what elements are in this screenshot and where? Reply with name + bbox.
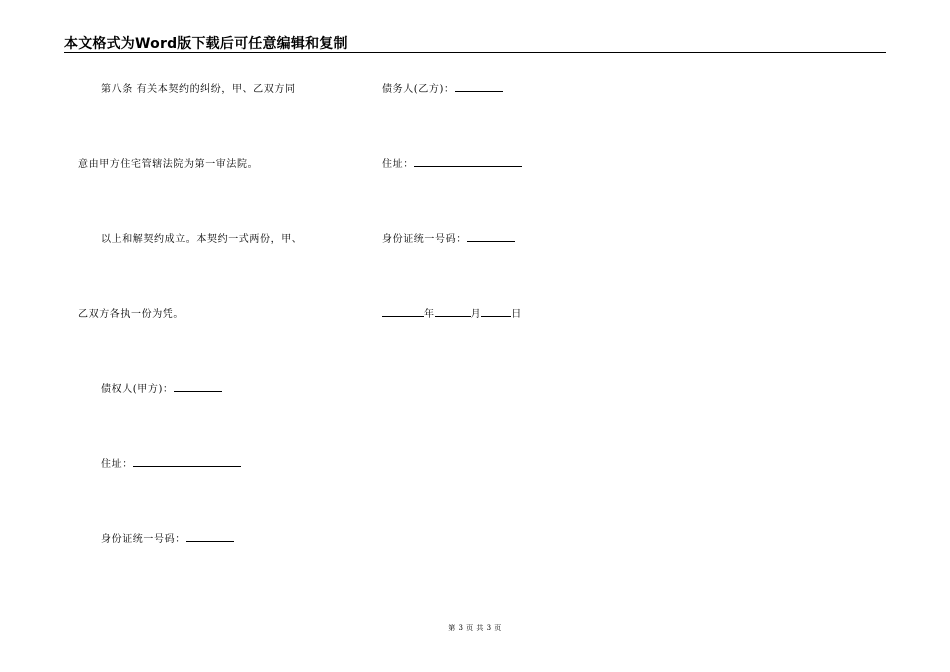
debtor-label: 债务人(乙方)： <box>382 84 455 95</box>
creditor-label: 债权人(甲方)： <box>101 384 174 395</box>
debtor-field <box>382 80 503 95</box>
article8-line1: 第八条 有关本契约的纠纷，甲、乙双方同 <box>101 84 296 95</box>
debtor-address-blank <box>414 157 522 167</box>
date-field <box>382 305 522 320</box>
debtor-id-label: 身份证统一号码： <box>382 234 467 245</box>
closing-line2: 乙双方各执一份为凭。 <box>78 309 184 320</box>
creditor-address-label: 住址： <box>101 459 133 470</box>
article8-line2: 意由甲方住宅管辖法院为第一审法院。 <box>78 159 259 170</box>
year-label: 年 <box>424 309 435 320</box>
creditor-address-field <box>101 455 241 470</box>
creditor-id-field <box>101 530 234 545</box>
debtor-blank <box>455 82 503 92</box>
creditor-field <box>101 380 222 395</box>
month-blank <box>435 307 471 317</box>
closing-line1: 以上和解契约成立。本契约一式两份，甲、 <box>101 234 303 245</box>
month-label: 月 <box>470 309 482 320</box>
debtor-address-field <box>382 155 522 170</box>
document-header: 本文格式为Word版下载后可任意编辑和复制 <box>64 36 348 52</box>
creditor-id-blank <box>186 532 234 542</box>
day-label: 日 <box>511 309 522 320</box>
header-rule <box>64 52 886 53</box>
year-blank <box>382 307 424 317</box>
creditor-address-blank <box>133 457 241 467</box>
debtor-id-blank <box>467 232 515 242</box>
day-blank <box>481 307 511 317</box>
creditor-id-label: 身份证统一号码： <box>101 534 186 545</box>
creditor-blank <box>174 382 222 392</box>
debtor-address-label: 住址： <box>382 159 414 170</box>
page-footer: 第 3 页 共 3 页 <box>448 624 502 632</box>
debtor-id-field <box>382 230 515 245</box>
